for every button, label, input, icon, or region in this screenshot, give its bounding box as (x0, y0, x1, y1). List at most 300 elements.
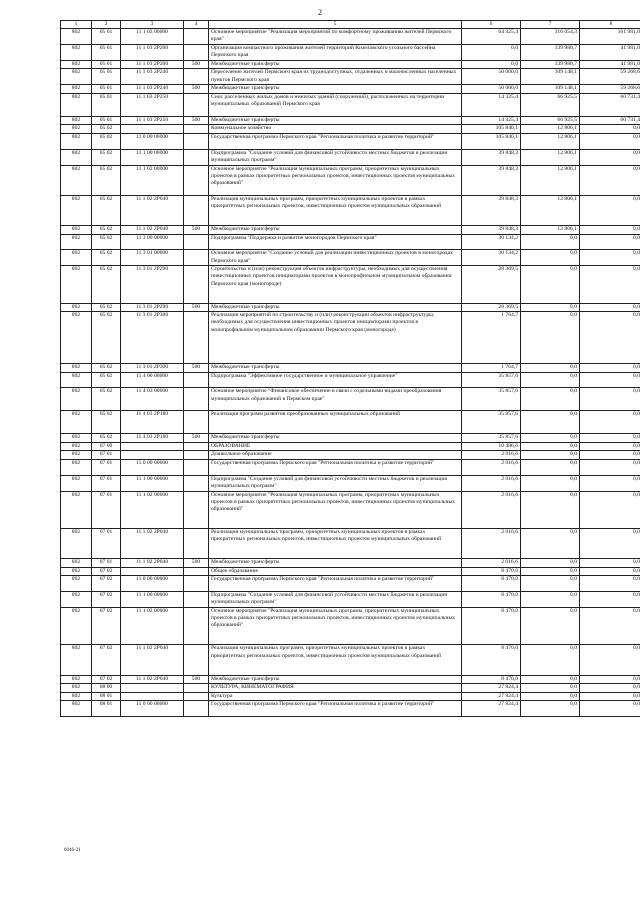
table-row (61, 93, 640, 116)
cell-ved: 802 (61, 608, 92, 645)
cell-rz: 05 02 (92, 363, 121, 372)
cell-b: 12 806,1 (521, 149, 580, 165)
cell-name: Подпрограмма "Создание условий для финансовой устойчивости местных бюджетов и реализации муниципальных программ" (209, 475, 462, 491)
cell-name: Коммунальное хозяйство (209, 125, 462, 134)
cell-cs: 11 1 03 2Р250 (121, 116, 184, 125)
cell-a: 64 325,4 (462, 29, 521, 45)
cell-c: 0,0 (580, 303, 640, 312)
table-row (61, 475, 640, 491)
cell-c: 0,0 (580, 491, 640, 528)
cell-cs: 11 1 03 2Р200 (121, 45, 184, 61)
cell-a: 30 134,2 (462, 250, 521, 266)
cell-name: Межбюджетные трансферты (209, 363, 462, 372)
cell-c: 0,0 (580, 701, 640, 717)
cell-c: 0,0 (580, 592, 640, 608)
cell-c: 0,0 (580, 434, 640, 443)
table-row (61, 451, 640, 460)
cell-b: 12 806,1 (521, 195, 580, 225)
cell-b: 0,0 (521, 303, 580, 312)
cell-cs: 11 1 02 2Р040 (121, 195, 184, 225)
cell-a: 1 764,7 (462, 312, 521, 364)
cell-cs: 11 4 03 2Р180 (121, 411, 184, 434)
cell-ved: 802 (61, 85, 92, 94)
cell-ved: 802 (61, 388, 92, 411)
table-row (61, 303, 640, 312)
cell-cs: 11 1 02 2Р040 (121, 645, 184, 675)
cell-a: 8 470,0 (462, 645, 521, 675)
cell-name: Реализация муниципальных программ, приоритетных муниципальных проектов в рамках приоритетных региональных проектов, инвестиционных проектов муниципальных образований (209, 529, 462, 559)
cell-cs: 11 0 00 00000 (121, 701, 184, 717)
cell-ved: 802 (61, 701, 92, 717)
cell-b: 12 806,1 (521, 125, 580, 134)
cell-name: Основное мероприятие "Реализация мероприятий по комфортному проживанию жителей Пермского края" (209, 29, 462, 45)
table-row (61, 45, 640, 61)
cell-vr: 500 (184, 303, 209, 312)
cell-cs (121, 125, 184, 134)
cell-a: 8 470,0 (462, 576, 521, 592)
cell-name: Государственная программа Пермского края "Региональная политика и развитие территорий" (209, 460, 462, 476)
cell-ved: 802 (61, 165, 92, 195)
cell-cs (121, 451, 184, 460)
cell-cs: 11 1 02 2Р040 (121, 225, 184, 234)
cell-name: Межбюджетные трансферты (209, 303, 462, 312)
table-row (61, 234, 640, 250)
header-cell: 5 (209, 21, 462, 29)
cell-a: 14 325,4 (462, 93, 521, 116)
cell-rz: 05 02 (92, 195, 121, 225)
cell-b: 0,0 (521, 312, 580, 364)
cell-ved: 802 (61, 93, 92, 116)
table-row (61, 434, 640, 443)
cell-rz: 08 00 (92, 684, 121, 693)
cell-vr (184, 29, 209, 45)
cell-rz: 05 02 (92, 372, 121, 388)
cell-b: 0,0 (521, 675, 580, 684)
cell-a: 2 016,6 (462, 451, 521, 460)
cell-b: 0,0 (521, 491, 580, 528)
cell-c: 0,0 (580, 234, 640, 250)
cell-rz: 08 01 (92, 692, 121, 701)
cell-rz: 07 02 (92, 576, 121, 592)
cell-ved: 802 (61, 116, 92, 125)
cell-c: 41 981,0 (580, 45, 640, 61)
cell-name: КУЛЬТУРА, КИНЕМАТОГРАФИЯ (209, 684, 462, 693)
cell-a: 39 848,3 (462, 225, 521, 234)
cell-a: 28 369,5 (462, 303, 521, 312)
cell-vr: 500 (184, 85, 209, 94)
cell-name: Реализация муниципальных программ, приоритетных муниципальных проектов в рамках приоритетных региональных проектов, инвестиционных проектов муниципальных образований (209, 645, 462, 675)
cell-ved: 802 (61, 29, 92, 45)
cell-b: 0,0 (521, 442, 580, 451)
cell-ved: 802 (61, 250, 92, 266)
cell-cs (121, 567, 184, 576)
cell-cs: 11 1 03 2Р250 (121, 93, 184, 116)
header-cell: 3 (121, 21, 184, 29)
table-row (61, 559, 640, 568)
cell-a: 35 857,6 (462, 411, 521, 434)
cell-a: 28 369,5 (462, 266, 521, 303)
table-row (61, 388, 640, 411)
cell-cs: 11 0 00 00000 (121, 576, 184, 592)
cell-rz: 05 02 (92, 225, 121, 234)
cell-b: 0,0 (521, 592, 580, 608)
cell-cs: 11 1 02 00000 (121, 608, 184, 645)
cell-cs: 11 1 02 2Р040 (121, 529, 184, 559)
cell-vr (184, 442, 209, 451)
cell-ved: 802 (61, 692, 92, 701)
cell-c: 0,0 (580, 645, 640, 675)
cell-cs: 11 1 02 00000 (121, 165, 184, 195)
cell-b: 0,0 (521, 434, 580, 443)
cell-rz: 05 02 (92, 411, 121, 434)
table-row (61, 675, 640, 684)
cell-cs: 11 4 03 00000 (121, 388, 184, 411)
cell-name: Межбюджетные трансферты (209, 116, 462, 125)
cell-c: 0,0 (580, 684, 640, 693)
cell-cs: 11 3 01 00000 (121, 250, 184, 266)
cell-cs (121, 692, 184, 701)
cell-b: 109 148,1 (521, 69, 580, 85)
cell-vr (184, 592, 209, 608)
cell-c: 161 981,0 (580, 29, 640, 45)
cell-vr (184, 460, 209, 476)
cell-b: 139 980,7 (521, 45, 580, 61)
cell-b: 0,0 (521, 234, 580, 250)
cell-vr (184, 645, 209, 675)
cell-vr (184, 411, 209, 434)
cell-rz: 05 02 (92, 303, 121, 312)
page-number: 2 (318, 8, 322, 17)
cell-b: 12 806,1 (521, 165, 580, 195)
cell-rz: 05 02 (92, 125, 121, 134)
cell-vr (184, 372, 209, 388)
cell-vr (184, 266, 209, 303)
cell-ved: 802 (61, 312, 92, 364)
cell-vr (184, 491, 209, 528)
header-cell: 6 (462, 21, 521, 29)
cell-c: 0,0 (580, 460, 640, 476)
cell-a: 39 848,3 (462, 165, 521, 195)
cell-ved: 802 (61, 125, 92, 134)
cell-cs: 11 1 03 2Р240 (121, 69, 184, 85)
cell-name: Дошкольное образование (209, 451, 462, 460)
cell-c: 0,0 (580, 529, 640, 559)
cell-cs: 11 1 02 2Р040 (121, 675, 184, 684)
cell-vr (184, 567, 209, 576)
cell-ved: 802 (61, 434, 92, 443)
cell-ved: 802 (61, 195, 92, 225)
cell-vr (184, 133, 209, 149)
cell-rz: 05 02 (92, 266, 121, 303)
cell-a: 35 857,6 (462, 434, 521, 443)
cell-c: 0,0 (580, 250, 640, 266)
cell-a: 8 470,0 (462, 608, 521, 645)
cell-vr: 500 (184, 225, 209, 234)
cell-b: 109 148,1 (521, 85, 580, 94)
cell-rz: 07 02 (92, 567, 121, 576)
cell-a: 0,0 (462, 60, 521, 69)
table-row (61, 125, 640, 134)
cell-name: Подпрограмма "Эффективное государственное и муниципальное управление" (209, 372, 462, 388)
cell-rz: 05 02 (92, 149, 121, 165)
table-row (61, 29, 640, 45)
cell-name: Межбюджетные трансферты (209, 559, 462, 568)
cell-cs: 11 1 00 00000 (121, 475, 184, 491)
cell-c: 0,0 (580, 372, 640, 388)
cell-a: 10 486,6 (462, 442, 521, 451)
budget-table (60, 20, 640, 717)
cell-vr (184, 388, 209, 411)
cell-ved: 802 (61, 225, 92, 234)
cell-name: Основное мероприятие "Реализация муниципальных программ, приоритетных муниципальных проектов в рамках приоритетных региональных проектов, инвестиционных проектов муниципальных образований" (209, 165, 462, 195)
cell-rz: 07 01 (92, 475, 121, 491)
cell-a: 27 824,4 (462, 684, 521, 693)
cell-rz: 07 02 (92, 608, 121, 645)
cell-cs: 11 3 01 2Р290 (121, 303, 184, 312)
cell-name: Межбюджетные трансферты (209, 60, 462, 69)
cell-ved: 802 (61, 149, 92, 165)
header-cell: 2 (92, 21, 121, 29)
table-row (61, 149, 640, 165)
cell-ved: 802 (61, 675, 92, 684)
cell-b: 0,0 (521, 411, 580, 434)
cell-a: 30 134,2 (462, 234, 521, 250)
cell-rz: 05 01 (92, 116, 121, 125)
cell-a: 35 857,6 (462, 388, 521, 411)
cell-a: 105 840,1 (462, 125, 521, 134)
cell-vr (184, 165, 209, 195)
cell-cs: 11 3 00 00000 (121, 234, 184, 250)
cell-cs: 11 1 03 2Р200 (121, 60, 184, 69)
cell-name: Межбюджетные трансферты (209, 225, 462, 234)
cell-c: 0,0 (580, 149, 640, 165)
table-row (61, 133, 640, 149)
cell-vr (184, 149, 209, 165)
cell-rz: 05 02 (92, 312, 121, 364)
cell-name: Основное мероприятие "Создание условий для реализации инвестиционных проектов в моногородах Пермского края" (209, 250, 462, 266)
cell-rz: 07 01 (92, 451, 121, 460)
cell-rz: 05 01 (92, 45, 121, 61)
cell-c: 0,0 (580, 266, 640, 303)
cell-c: 0,0 (580, 133, 640, 149)
cell-vr (184, 475, 209, 491)
cell-cs: 11 4 03 2Р180 (121, 434, 184, 443)
table-row (61, 266, 640, 303)
cell-a: 50 000,0 (462, 69, 521, 85)
cell-rz: 05 02 (92, 250, 121, 266)
table-row (61, 116, 640, 125)
cell-name: Переселение жителей Пермского края из труднодоступных, отдаленных и малочисленных населенных пунктов Пермского края (209, 69, 462, 85)
cell-name: ОБРАЗОВАНИЕ (209, 442, 462, 451)
cell-c: 60 731,4 (580, 93, 640, 116)
cell-vr (184, 125, 209, 134)
cell-a: 0,0 (462, 45, 521, 61)
cell-name: Основное мероприятие "Реализация муниципальных программ, приоритетных муниципальных проектов в рамках приоритетных региональных проектов, инвестиционных проектов муниципальных образований" (209, 608, 462, 645)
cell-ved: 802 (61, 592, 92, 608)
cell-a: 27 824,4 (462, 692, 521, 701)
cell-name: Реализация муниципальных программ, приоритетных муниципальных проектов в рамках приоритетных региональных проектов, инвестиционных проектов муниципальных образований (209, 195, 462, 225)
cell-vr (184, 45, 209, 61)
cell-name: Государственная программа Пермского края "Региональная политика и развитие территорий" (209, 701, 462, 717)
cell-vr (184, 250, 209, 266)
cell-rz: 05 01 (92, 69, 121, 85)
cell-cs: 11 0 00 00000 (121, 460, 184, 476)
table-row (61, 491, 640, 528)
table-row (61, 225, 640, 234)
cell-b: 0,0 (521, 701, 580, 717)
cell-b: 0,0 (521, 475, 580, 491)
cell-b: 66 925,5 (521, 116, 580, 125)
cell-cs: 11 3 01 2Р290 (121, 266, 184, 303)
table-row (61, 592, 640, 608)
table-row (61, 195, 640, 225)
table-row (61, 312, 640, 364)
table-row (61, 567, 640, 576)
cell-name: Снос расселенных жилых домов и нежилых зданий (сооружений), расположенных на территории муниципальных образований Пермского края (209, 93, 462, 116)
cell-rz: 07 02 (92, 592, 121, 608)
cell-name: Подпрограмма "Создание условий для финансовой устойчивости местных бюджетов и реализации муниципальных программ" (209, 592, 462, 608)
cell-a: 8 470,0 (462, 567, 521, 576)
cell-b: 0,0 (521, 692, 580, 701)
cell-b: 0,0 (521, 250, 580, 266)
cell-rz: 05 02 (92, 234, 121, 250)
cell-a: 2 016,6 (462, 529, 521, 559)
table-row (61, 576, 640, 592)
cell-vr: 500 (184, 116, 209, 125)
cell-rz: 07 02 (92, 645, 121, 675)
cell-c: 0,0 (580, 165, 640, 195)
table-row (61, 165, 640, 195)
cell-cs: 11 1 02 00000 (121, 491, 184, 528)
cell-b: 0,0 (521, 372, 580, 388)
cell-a: 27 824,4 (462, 701, 521, 717)
cell-c: 0,0 (580, 475, 640, 491)
cell-rz: 05 02 (92, 133, 121, 149)
header-cell: 8 (580, 21, 640, 29)
cell-ved: 802 (61, 69, 92, 85)
cell-c: 0,0 (580, 363, 640, 372)
cell-vr: 500 (184, 60, 209, 69)
cell-b: 0,0 (521, 388, 580, 411)
table-header-row (61, 21, 640, 29)
cell-c: 0,0 (580, 125, 640, 134)
cell-ved: 802 (61, 645, 92, 675)
table-row (61, 692, 640, 701)
cell-a: 50 000,0 (462, 85, 521, 94)
cell-b: 12 806,1 (521, 133, 580, 149)
cell-name: Подпрограмма "Поддержка и развитие моногородов Пермского края" (209, 234, 462, 250)
cell-ved: 802 (61, 684, 92, 693)
cell-b: 0,0 (521, 684, 580, 693)
cell-rz: 07 02 (92, 675, 121, 684)
footer-code: 6046-21 (64, 848, 81, 853)
cell-b: 0,0 (521, 608, 580, 645)
table-row (61, 60, 640, 69)
cell-b: 0,0 (521, 363, 580, 372)
table-row (61, 684, 640, 693)
cell-vr (184, 701, 209, 717)
cell-rz: 05 02 (92, 434, 121, 443)
cell-name: Основное мероприятие "Финансовое обеспечение в связи с отдельными видами преобразования муниципальных образований в Пермском крае" (209, 388, 462, 411)
cell-cs (121, 684, 184, 693)
cell-b: 0,0 (521, 266, 580, 303)
cell-rz: 05 02 (92, 165, 121, 195)
cell-b: 0,0 (521, 576, 580, 592)
cell-a: 105 840,1 (462, 133, 521, 149)
cell-name: Общее образование (209, 567, 462, 576)
cell-a: 2 016,6 (462, 460, 521, 476)
cell-cs: 11 3 01 2Р300 (121, 363, 184, 372)
cell-name: Строительство и (или) реконструкция объектов инфраструктуры, необходимых для осуществления инвестиционных проектов инициаторами проектов в монопрофильном муниципальном образовании Пермского края (моногороде) (209, 266, 462, 303)
cell-c: 0,0 (580, 388, 640, 411)
cell-ved: 802 (61, 234, 92, 250)
cell-vr (184, 529, 209, 559)
cell-rz: 07 01 (92, 559, 121, 568)
cell-name: Государственная программа Пермского края "Региональная политика и развитие территорий" (209, 576, 462, 592)
table-row (61, 69, 640, 85)
cell-vr (184, 312, 209, 364)
cell-cs (121, 442, 184, 451)
cell-name: Реализация программ развития преобразованных муниципальных образований (209, 411, 462, 434)
cell-cs: 11 1 00 00000 (121, 592, 184, 608)
cell-rz: 05 01 (92, 29, 121, 45)
cell-cs: 11 0 00 00000 (121, 133, 184, 149)
cell-ved: 802 (61, 475, 92, 491)
cell-c: 0,0 (580, 411, 640, 434)
cell-rz: 07 01 (92, 529, 121, 559)
table-row (61, 363, 640, 372)
cell-vr: 500 (184, 675, 209, 684)
cell-cs: 11 3 01 2Р300 (121, 312, 184, 364)
cell-c: 0,0 (580, 692, 640, 701)
cell-c: 59 268,6 (580, 69, 640, 85)
cell-c: 60 731,4 (580, 116, 640, 125)
cell-b: 0,0 (521, 645, 580, 675)
cell-a: 39 848,3 (462, 149, 521, 165)
cell-ved: 802 (61, 451, 92, 460)
cell-a: 35 857,6 (462, 372, 521, 388)
cell-c: 0,0 (580, 576, 640, 592)
table-row (61, 85, 640, 94)
cell-rz: 08 01 (92, 701, 121, 717)
cell-ved: 802 (61, 529, 92, 559)
table-body (61, 29, 640, 717)
cell-c: 59 268,6 (580, 85, 640, 94)
cell-ved: 802 (61, 411, 92, 434)
cell-vr: 500 (184, 559, 209, 568)
cell-rz: 07 01 (92, 491, 121, 528)
cell-a: 8 470,0 (462, 592, 521, 608)
cell-vr (184, 576, 209, 592)
table-row (61, 608, 640, 645)
cell-c: 41 981,0 (580, 60, 640, 69)
cell-ved: 802 (61, 372, 92, 388)
cell-a: 2 016,6 (462, 475, 521, 491)
cell-ved: 802 (61, 576, 92, 592)
cell-name: Культура (209, 692, 462, 701)
cell-cs: 11 1 03 00000 (121, 29, 184, 45)
cell-name: Организация компактного проживания жителей территорий Кизеловского угольного бассейна Пермского края (209, 45, 462, 61)
cell-rz: 07 01 (92, 460, 121, 476)
cell-name: Основное мероприятие "Реализация муниципальных программ, приоритетных муниципальных проектов в рамках приоритетных региональных проектов, инвестиционных проектов муниципальных образований" (209, 491, 462, 528)
cell-a: 14 325,4 (462, 116, 521, 125)
cell-ved: 802 (61, 133, 92, 149)
cell-c: 0,0 (580, 567, 640, 576)
cell-cs: 11 1 03 2Р240 (121, 85, 184, 94)
cell-vr (184, 93, 209, 116)
cell-c: 0,0 (580, 225, 640, 234)
cell-a: 2 016,6 (462, 491, 521, 528)
